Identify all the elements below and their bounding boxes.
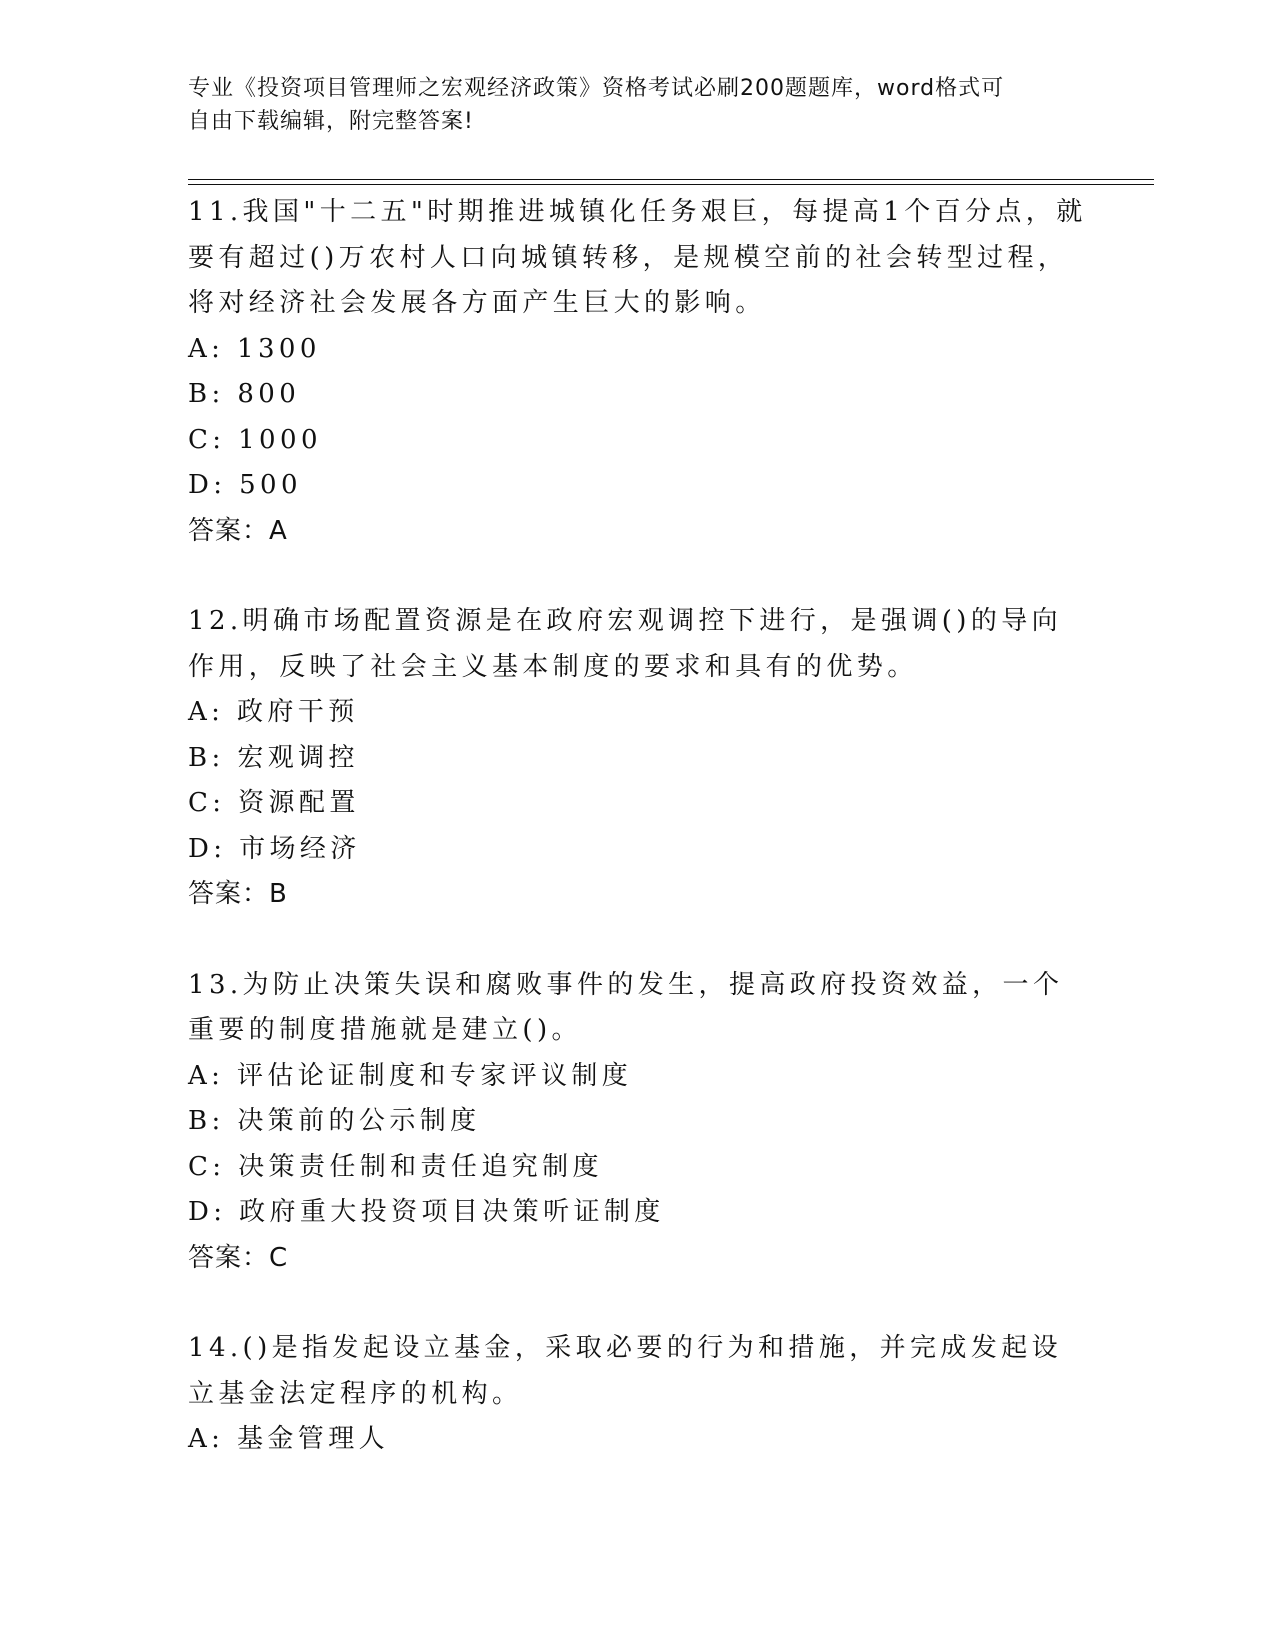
question-list: [188, 190, 1088, 1463]
answer: 答案：B: [188, 879, 288, 909]
option-b: B: 决策前的公示制度: [188, 1106, 481, 1136]
question-13: [188, 963, 1088, 1282]
option-d: D: 政府重大投资项目决策听证制度: [188, 1197, 665, 1227]
option-b: B: 800: [188, 379, 301, 409]
option-a: A: 评估论证制度和专家评议制度: [188, 1060, 633, 1091]
option-a: A: 1300: [188, 333, 321, 364]
option-c: C: 决策责任制和责任追究制度: [188, 1151, 603, 1182]
header-divider-bottom: [188, 184, 1154, 185]
question-12: [188, 599, 1088, 918]
question-spacer: [188, 554, 1088, 599]
question-spacer: [188, 1281, 1088, 1326]
option-d: D: 市场经济: [188, 833, 361, 864]
document-header: [188, 72, 1068, 138]
question-stem: 14.()是指发起设立基金，采取必要的行为和措施，并完成发起设立基金法定程序的机构。: [188, 1333, 1063, 1409]
answer: 答案：A: [188, 515, 288, 546]
answer: 答案：C: [188, 1242, 289, 1273]
question-11: [188, 190, 1088, 554]
option-a: A: 政府干预: [188, 697, 359, 727]
header-line-2: 自由下载编辑，附完整答案!: [188, 109, 474, 134]
option-c: C: 1000: [188, 424, 322, 455]
question-stem: 11.我国"十二五"时期推进城镇化任务艰巨，每提高1个百分点，就要有超过()万农村人口向城镇转移，是规模空前的社会转型过程，将对经济社会发展各方面产生巨大的影响。: [188, 197, 1087, 318]
question-stem: 12.明确市场配置资源是在政府宏观调控下进行，是强调()的导向作用，反映了社会主义基本制度的要求和具有的优势。: [188, 606, 1063, 682]
question-14: [188, 1326, 1088, 1463]
header-line-1: 专业《投资项目管理师之宏观经济政策》资格考试必刷200题题库，word格式可: [188, 76, 1005, 101]
option-b: B: 宏观调控: [188, 742, 359, 773]
option-d: D: 500: [188, 470, 302, 500]
option-a: A: 基金管理人: [188, 1424, 390, 1454]
question-stem: 13.为防止决策失误和腐败事件的发生，提高政府投资效益，一个重要的制度措施就是建立()。: [188, 969, 1064, 1045]
option-c: C: 资源配置: [188, 788, 360, 818]
question-spacer: [188, 918, 1088, 963]
header-divider-top: [188, 179, 1154, 180]
